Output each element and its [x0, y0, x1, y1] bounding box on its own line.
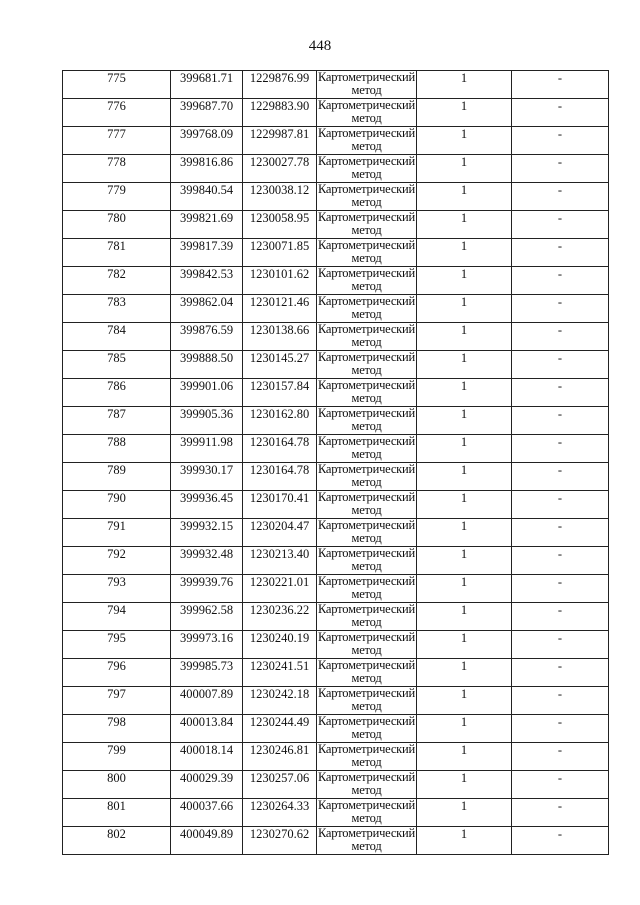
- y-coordinate-cell: 1230121.46: [243, 295, 317, 323]
- y-coordinate-cell: 1229883.90: [243, 99, 317, 127]
- point-number-cell: 785: [63, 351, 171, 379]
- description-cell: -: [512, 323, 609, 351]
- x-coordinate-cell: 399840.54: [171, 183, 243, 211]
- description-cell: -: [512, 351, 609, 379]
- y-coordinate-cell: 1230038.12: [243, 183, 317, 211]
- point-number-cell: 801: [63, 799, 171, 827]
- point-number-cell: 783: [63, 295, 171, 323]
- accuracy-cell: 1: [417, 71, 512, 99]
- x-coordinate-cell: 399681.71: [171, 71, 243, 99]
- accuracy-cell: 1: [417, 771, 512, 799]
- y-coordinate-cell: 1230236.22: [243, 603, 317, 631]
- method-cell: Картометрический метод: [317, 154, 416, 181]
- description-cell: -: [512, 155, 609, 183]
- x-coordinate-cell: 399936.45: [171, 491, 243, 519]
- y-coordinate-cell: 1230162.80: [243, 407, 317, 435]
- method-cell: Картометрический метод: [317, 742, 416, 769]
- x-coordinate-cell: 399842.53: [171, 267, 243, 295]
- x-coordinate-cell: 399888.50: [171, 351, 243, 379]
- method-cell: Картометрический метод: [317, 462, 416, 489]
- table-row: [63, 267, 609, 295]
- coordinates-table: [62, 70, 609, 855]
- y-coordinate-cell: 1230145.27: [243, 351, 317, 379]
- method-cell: Картометрический метод: [317, 490, 416, 517]
- table-row: [63, 827, 609, 855]
- point-number-cell: 795: [63, 631, 171, 659]
- method-cell: Картометрический метод: [317, 546, 416, 573]
- point-number-cell: 788: [63, 435, 171, 463]
- x-coordinate-cell: 399973.16: [171, 631, 243, 659]
- y-coordinate-cell: 1230246.81: [243, 743, 317, 771]
- description-cell: -: [512, 463, 609, 491]
- y-coordinate-cell: 1229987.81: [243, 127, 317, 155]
- method-cell: Картометрический метод: [317, 630, 416, 657]
- description-cell: -: [512, 687, 609, 715]
- accuracy-cell: 1: [417, 267, 512, 295]
- table-row: [63, 603, 609, 631]
- point-number-cell: 796: [63, 659, 171, 687]
- y-coordinate-cell: 1230240.19: [243, 631, 317, 659]
- method-cell: Картометрический метод: [317, 350, 416, 377]
- description-cell: -: [512, 827, 609, 855]
- y-coordinate-cell: 1230157.84: [243, 379, 317, 407]
- accuracy-cell: 1: [417, 519, 512, 547]
- y-coordinate-cell: 1229876.99: [243, 71, 317, 99]
- description-cell: -: [512, 743, 609, 771]
- accuracy-cell: 1: [417, 715, 512, 743]
- table-row: [63, 435, 609, 463]
- table-row: [63, 211, 609, 239]
- point-number-cell: 802: [63, 827, 171, 855]
- x-coordinate-cell: 399862.04: [171, 295, 243, 323]
- point-number-cell: 790: [63, 491, 171, 519]
- method-cell: Картометрический метод: [317, 770, 416, 797]
- point-number-cell: 784: [63, 323, 171, 351]
- y-coordinate-cell: 1230164.78: [243, 463, 317, 491]
- table-row: [63, 379, 609, 407]
- point-number-cell: 781: [63, 239, 171, 267]
- description-cell: -: [512, 547, 609, 575]
- x-coordinate-cell: 399962.58: [171, 603, 243, 631]
- y-coordinate-cell: 1230241.51: [243, 659, 317, 687]
- method-cell: Картометрический метод: [317, 602, 416, 629]
- method-cell: Картометрический метод: [317, 406, 416, 433]
- x-coordinate-cell: 399930.17: [171, 463, 243, 491]
- description-cell: -: [512, 407, 609, 435]
- accuracy-cell: 1: [417, 407, 512, 435]
- accuracy-cell: 1: [417, 155, 512, 183]
- description-cell: -: [512, 295, 609, 323]
- method-cell: Картометрический метод: [317, 658, 416, 685]
- x-coordinate-cell: 399821.69: [171, 211, 243, 239]
- method-cell: Картометрический метод: [317, 574, 416, 601]
- y-coordinate-cell: 1230242.18: [243, 687, 317, 715]
- method-cell: Картометрический метод: [317, 378, 416, 405]
- x-coordinate-cell: 399939.76: [171, 575, 243, 603]
- table-row: [63, 239, 609, 267]
- description-cell: -: [512, 575, 609, 603]
- point-number-cell: 797: [63, 687, 171, 715]
- x-coordinate-cell: 399768.09: [171, 127, 243, 155]
- point-number-cell: 798: [63, 715, 171, 743]
- table-row: [63, 799, 609, 827]
- point-number-cell: 793: [63, 575, 171, 603]
- point-number-cell: 789: [63, 463, 171, 491]
- point-number-cell: 778: [63, 155, 171, 183]
- description-cell: -: [512, 771, 609, 799]
- description-cell: -: [512, 603, 609, 631]
- x-coordinate-cell: 399932.48: [171, 547, 243, 575]
- table-row: [63, 463, 609, 491]
- accuracy-cell: 1: [417, 323, 512, 351]
- method-cell: Картометрический метод: [317, 714, 416, 741]
- y-coordinate-cell: 1230164.78: [243, 435, 317, 463]
- accuracy-cell: 1: [417, 603, 512, 631]
- coordinates-table-body: [63, 71, 609, 855]
- point-number-cell: 792: [63, 547, 171, 575]
- x-coordinate-cell: 399901.06: [171, 379, 243, 407]
- accuracy-cell: 1: [417, 211, 512, 239]
- table-row: [63, 771, 609, 799]
- accuracy-cell: 1: [417, 239, 512, 267]
- description-cell: -: [512, 239, 609, 267]
- table-row: [63, 295, 609, 323]
- point-number-cell: 775: [63, 71, 171, 99]
- point-number-cell: 786: [63, 379, 171, 407]
- table-row: [63, 71, 609, 99]
- y-coordinate-cell: 1230138.66: [243, 323, 317, 351]
- method-cell: Картометрический метод: [317, 826, 416, 853]
- accuracy-cell: 1: [417, 295, 512, 323]
- y-coordinate-cell: 1230027.78: [243, 155, 317, 183]
- x-coordinate-cell: 399816.86: [171, 155, 243, 183]
- x-coordinate-cell: 400007.89: [171, 687, 243, 715]
- accuracy-cell: 1: [417, 491, 512, 519]
- table-row: [63, 687, 609, 715]
- point-number-cell: 799: [63, 743, 171, 771]
- accuracy-cell: 1: [417, 659, 512, 687]
- x-coordinate-cell: 400013.84: [171, 715, 243, 743]
- method-cell: Картометрический метод: [317, 126, 416, 153]
- x-coordinate-cell: 399876.59: [171, 323, 243, 351]
- description-cell: -: [512, 127, 609, 155]
- y-coordinate-cell: 1230101.62: [243, 267, 317, 295]
- y-coordinate-cell: 1230213.40: [243, 547, 317, 575]
- y-coordinate-cell: 1230170.41: [243, 491, 317, 519]
- point-number-cell: 787: [63, 407, 171, 435]
- table-row: [63, 715, 609, 743]
- method-cell: Картометрический метод: [317, 210, 416, 237]
- x-coordinate-cell: 400029.39: [171, 771, 243, 799]
- point-number-cell: 782: [63, 267, 171, 295]
- description-cell: -: [512, 183, 609, 211]
- table-row: [63, 99, 609, 127]
- y-coordinate-cell: 1230071.85: [243, 239, 317, 267]
- accuracy-cell: 1: [417, 183, 512, 211]
- method-cell: Картометрический метод: [317, 266, 416, 293]
- table-row: [63, 547, 609, 575]
- accuracy-cell: 1: [417, 379, 512, 407]
- accuracy-cell: 1: [417, 547, 512, 575]
- description-cell: -: [512, 799, 609, 827]
- description-cell: -: [512, 491, 609, 519]
- point-number-cell: 776: [63, 99, 171, 127]
- accuracy-cell: 1: [417, 351, 512, 379]
- point-number-cell: 794: [63, 603, 171, 631]
- description-cell: -: [512, 519, 609, 547]
- x-coordinate-cell: 399905.36: [171, 407, 243, 435]
- method-cell: Картометрический метод: [317, 798, 416, 825]
- table-row: [63, 743, 609, 771]
- method-cell: Картометрический метод: [317, 686, 416, 713]
- point-number-cell: 777: [63, 127, 171, 155]
- accuracy-cell: 1: [417, 463, 512, 491]
- x-coordinate-cell: 399911.98: [171, 435, 243, 463]
- table-row: [63, 659, 609, 687]
- description-cell: -: [512, 631, 609, 659]
- y-coordinate-cell: 1230058.95: [243, 211, 317, 239]
- x-coordinate-cell: 399817.39: [171, 239, 243, 267]
- accuracy-cell: 1: [417, 435, 512, 463]
- accuracy-cell: 1: [417, 575, 512, 603]
- x-coordinate-cell: 400049.89: [171, 827, 243, 855]
- method-cell: Картометрический метод: [317, 182, 416, 209]
- method-cell: Картометрический метод: [317, 322, 416, 349]
- x-coordinate-cell: 400018.14: [171, 743, 243, 771]
- description-cell: -: [512, 435, 609, 463]
- table-row: [63, 631, 609, 659]
- y-coordinate-cell: 1230244.49: [243, 715, 317, 743]
- table-row: [63, 575, 609, 603]
- accuracy-cell: 1: [417, 799, 512, 827]
- method-cell: Картометрический метод: [317, 98, 416, 125]
- accuracy-cell: 1: [417, 631, 512, 659]
- description-cell: -: [512, 379, 609, 407]
- description-cell: -: [512, 267, 609, 295]
- method-cell: Картометрический метод: [317, 70, 416, 97]
- page-number: 448: [308, 38, 332, 54]
- table-row: [63, 351, 609, 379]
- table-row: [63, 183, 609, 211]
- x-coordinate-cell: 399687.70: [171, 99, 243, 127]
- description-cell: -: [512, 71, 609, 99]
- description-cell: -: [512, 659, 609, 687]
- description-cell: -: [512, 99, 609, 127]
- method-cell: Картометрический метод: [317, 434, 416, 461]
- table-row: [63, 491, 609, 519]
- accuracy-cell: 1: [417, 127, 512, 155]
- table-row: [63, 323, 609, 351]
- x-coordinate-cell: 400037.66: [171, 799, 243, 827]
- description-cell: -: [512, 715, 609, 743]
- x-coordinate-cell: 399932.15: [171, 519, 243, 547]
- table-row: [63, 155, 609, 183]
- table-row: [63, 127, 609, 155]
- method-cell: Картометрический метод: [317, 238, 416, 265]
- y-coordinate-cell: 1230270.62: [243, 827, 317, 855]
- y-coordinate-cell: 1230204.47: [243, 519, 317, 547]
- point-number-cell: 780: [63, 211, 171, 239]
- method-cell: Картометрический метод: [317, 518, 416, 545]
- y-coordinate-cell: 1230264.33: [243, 799, 317, 827]
- method-cell: Картометрический метод: [317, 294, 416, 321]
- description-cell: -: [512, 211, 609, 239]
- table-row: [63, 519, 609, 547]
- table-row: [63, 407, 609, 435]
- accuracy-cell: 1: [417, 99, 512, 127]
- y-coordinate-cell: 1230257.06: [243, 771, 317, 799]
- accuracy-cell: 1: [417, 827, 512, 855]
- y-coordinate-cell: 1230221.01: [243, 575, 317, 603]
- point-number-cell: 779: [63, 183, 171, 211]
- accuracy-cell: 1: [417, 743, 512, 771]
- point-number-cell: 800: [63, 771, 171, 799]
- point-number-cell: 791: [63, 519, 171, 547]
- x-coordinate-cell: 399985.73: [171, 659, 243, 687]
- accuracy-cell: 1: [417, 687, 512, 715]
